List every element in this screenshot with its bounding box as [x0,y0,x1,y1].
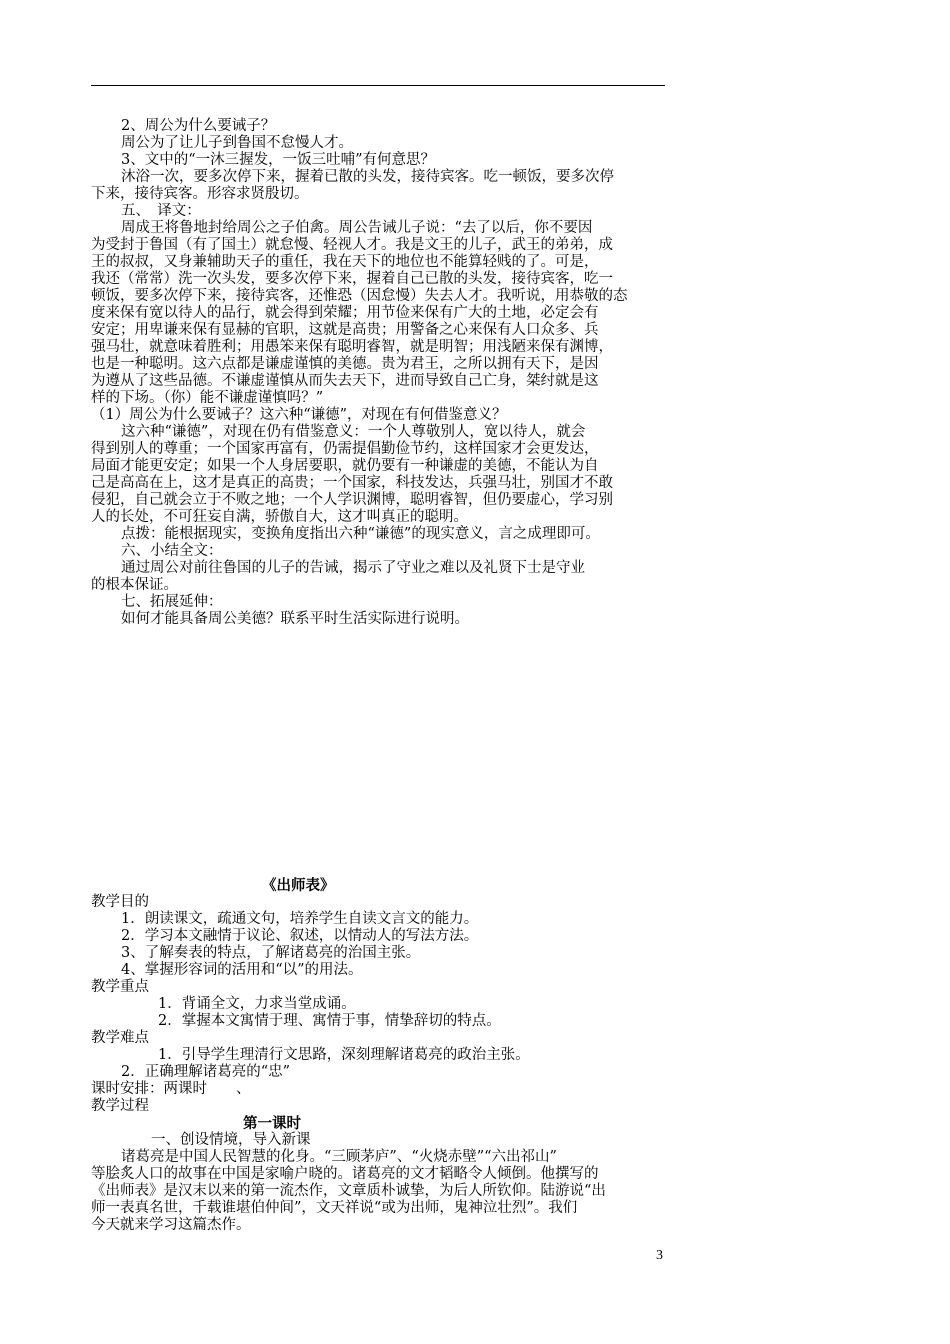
text-line: 3、了解奏表的特点，了解诸葛亮的治国主张。 [121,945,421,961]
text-line: 2．掌握本文寓情于理、寓情于事，情挚辞切的特点。 [158,1013,501,1029]
text-line: 的根本保证。 [91,577,178,593]
text-line: 1．引导学生理清行文思路，深刻理解诸葛亮的政治主张。 [158,1047,530,1063]
text-line: 一、创设情境，导入新课 [151,1132,311,1148]
text-line: 顿饭，要多次停下来，接待宾客，还惟恐（因怠慢）失去人才。我听说，用恭敬的态 [91,288,628,304]
text-line: 己是高高在上，这才是真正的高贵；一个国家，科技发达，兵强马壮，别国才不敢 [91,475,613,491]
text-line: 得到别人的尊重；一个国家再富有，仍需提倡勤俭节约，这样国家才会更发达， [91,441,599,457]
text-line: 样的下场。（你）能不谦虚谨慎吗？” [91,390,324,406]
text-line: 教学目的 [91,894,149,910]
text-line: 2、周公为什么要诫子？ [121,118,276,134]
text-line: 我还（常常）洗一次头发，要多次停下来，握着自己已散的头发，接待宾客，吃一 [91,271,613,287]
text-line: 2．正确理解诸葛亮的“忠” [121,1064,291,1080]
text-line: 今天就来学习这篇杰作。 [91,1217,251,1233]
text-line: 《出师表》是汉末以来的第一流杰作，文章质朴诚挚，为后人所钦仰。陆游说“出 [91,1183,606,1199]
text-line: 强马壮，就意味着胜利；用愚笨来保有聪明睿智，就是明智；用浅陋来保有渊博， [91,339,613,355]
text-line: 为受封于鲁国（有了国土）就怠慢、轻视人才。我是文王的儿子，武王的弟弟，成 [91,237,613,253]
text-line: 1．朗读课文，疏通文句，培养学生自读文言文的能力。 [121,911,479,927]
text-line: 为遵从了这些品德。不谦虚谨慎从而失去天下，进而导致自己亡身，桀纣就是这 [91,373,599,389]
text-line: 七、拓展延伸： [121,594,223,610]
text-line: 周公为了让儿子到鲁国不怠慢人才。 [121,135,353,151]
text-line: 如何才能具备周公美德？联系平时生活实际进行说明。 [121,611,469,627]
section-heading: 《出师表》 [262,877,335,894]
text-line: 教学重点 [91,979,149,995]
text-line: 教学难点 [91,1030,149,1046]
text-line: 点拨：能根据现实，变换角度指出六种“谦德”的现实意义，言之成理即可。 [121,526,600,542]
text-line: 王的叔叔，又身兼辅助天子的重任，我在天下的地位也不能算轻贱的了。可是， [91,254,599,270]
text-line: 课时安排：两课时 、 [91,1081,251,1097]
text-line: 也是一种聪明。这六点都是谦虚谨慎的美德。贵为君王，之所以拥有天下，是因 [91,356,599,372]
text-line: 4、掌握形容词的活用和“以”的用法。 [121,962,363,978]
text-line: 人的长处，不可狂妄自满，骄傲自大，这才叫真正的聪明。 [91,509,468,525]
text-line: 1．背诵全文，力求当堂成诵。 [158,996,356,1012]
text-line: 这六种“谦德”，对现在仍有借鉴意义：一个人尊敬别人，宽以待人，就会 [121,424,586,440]
text-line: 沐浴一次，要多次停下来，握着已散的头发，接待宾客。吃一顿饭，要多次停 [121,169,614,185]
section-heading: 第一课时 [243,1115,301,1132]
text-line: 局面才能更安定；如果一个人身居要职，就仍要有一种谦虚的美德，不能认为自 [91,458,599,474]
text-line: 2．学习本文融情于议论、叙述，以情动人的写法方法。 [121,928,479,944]
text-line: 侵犯，自己就会立于不败之地；一个人学识渊博，聪明睿智，但仍要虚心，学习别 [91,492,613,508]
text-line: 师一表真名世，千载谁堪伯仲间”，文天祥说“或为出师，鬼神泣壮烈”。我们 [91,1200,578,1216]
text-line: 五、 译文： [121,203,201,219]
text-line: 六、小结全文： [121,543,223,559]
text-line: 安定；用卑谦来保有显赫的官职，这就是高贵；用警备之心来保有人口众多、兵 [91,322,599,338]
text-line: 度来保有宽以待人的品行，就会得到荣耀；用节俭来保有广大的土地，必定会有 [91,305,599,321]
text-line: 通过周公对前往鲁国的儿子的告诫，揭示了守业之难以及礼贤下士是守业 [121,560,585,576]
text-line: 等脍炙人口的故事在中国是家喻户晓的。诸葛亮的文才韬略令人倾倒。他撰写的 [91,1166,599,1182]
text-line: 周成王将鲁地封给周公之子伯禽。周公告诫儿子说：“去了以后，你不要因 [121,220,593,236]
header-rule [91,85,665,86]
text-line: 下来，接待宾客。形容求贤殷切。 [91,186,309,202]
text-line: （1）周公为什么要诫子？这六种“谦德”，对现在有何借鉴意义？ [91,407,507,423]
text-line: 3、文中的“一沐三握发，一饭三吐哺”有何意思？ [121,152,436,168]
page-number: 3 [656,1248,663,1263]
text-line: 教学过程 [91,1098,149,1114]
text-line: 诸葛亮是中国人民智慧的化身。“三顾茅庐”、“火烧赤壁”“六出祁山” [121,1149,557,1165]
